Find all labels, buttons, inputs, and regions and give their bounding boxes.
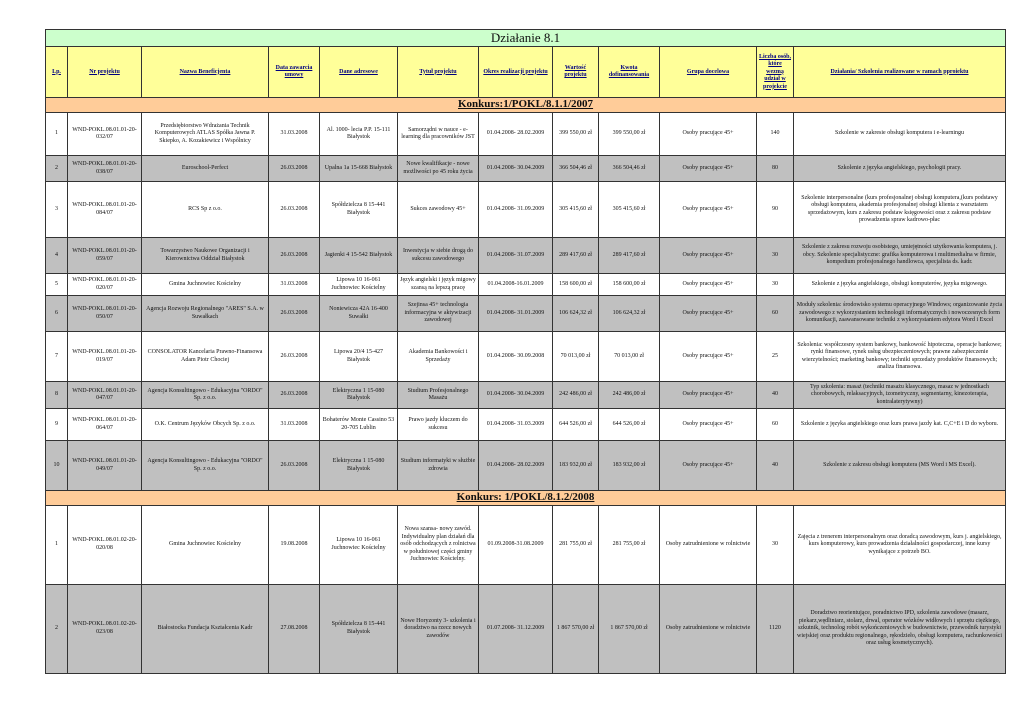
row-kwota: 644 526,00 zł — [599, 409, 660, 441]
row-beneficjent: Agencja Konsultingowo - Edukacyjna "ORDO" Sp. z o.o. — [142, 382, 269, 409]
row-dzialania: Zajęcia z trenerem interpersonalnym oraz doradcą zawodowym, kurs j. angielskiego, kurs komputerowy, kurs prowadzenia działalności gospodarczej, inne kursy wynikające z potrzeb BO. — [794, 505, 1006, 584]
row-okres: 01.04.2008- 30.04.2009 — [479, 156, 553, 182]
row-liczba-osob: 60 — [757, 296, 794, 332]
row-adres: Lipowa 10 16-061 Juchnowiec Kościelny — [320, 274, 398, 296]
row-tytul: Nowa szansa- nowy zawód. Indywidualny plan działań dla osób odchodzących z rolnictwa w południowej części gminy Juchnowiec Kościelny. — [398, 505, 479, 584]
row-grupa: Osoby pracujące 45+ — [660, 441, 757, 491]
row-okres: 01.04.2008- 31.07.2009 — [479, 238, 553, 274]
row-adres: Spółdzielcza 8 15-441 Białystok — [320, 182, 398, 238]
row-beneficjent: CONSOLATOR Kancelaria Prawno-Finansowa Adam Piotr Chociej — [142, 332, 269, 382]
header-col-tytul-projektu: Tytuł projektu — [398, 47, 479, 98]
row-lp: 4 — [46, 238, 68, 274]
table-row — [46, 584, 1006, 673]
row-data-umowy: 31.03.2008 — [269, 113, 320, 156]
row-okres: 01.04.2008- 30.04.2009 — [479, 382, 553, 409]
row-lp: 9 — [46, 409, 68, 441]
row-grupa: Osoby pracujące 45+ — [660, 296, 757, 332]
table-row — [46, 156, 1006, 182]
row-beneficjent: RCS Sp z o.o. — [142, 182, 269, 238]
row-okres: 01.04.2008- 31.03.2009 — [479, 409, 553, 441]
row-nr-projektu: WND-POKL.08.01.01-20-084/07 — [68, 182, 142, 238]
row-lp: 3 — [46, 182, 68, 238]
row-okres: 01.09.2008-31.08.2009 — [479, 505, 553, 584]
row-liczba-osob: 90 — [757, 182, 794, 238]
row-grupa: Osoby zatrudnienione w rolnictwie — [660, 584, 757, 673]
header-col-okres-realizacji: Okres realizacji projektu — [479, 47, 553, 98]
table-row — [46, 238, 1006, 274]
row-nr-projektu: WND-POKL.08.01.01-20-049/07 — [68, 441, 142, 491]
row-liczba-osob: 30 — [757, 274, 794, 296]
table-row — [46, 296, 1006, 332]
row-adres: Spółdzielcza 8 15-441 Białystok — [320, 584, 398, 673]
row-dzialania: Szkolenia: współczesny system bankowy, bankowość hipoteczna, operacje bankowe; rynki finansowe, rynek usług ubezpieczeniowych; prawne zabezpieczenie wierzytelności; marketing bankowy; techniki sprzedaży produktów finansowych; analiza finansowa. — [794, 332, 1006, 382]
row-beneficjent: Agencja Rozwoju Regionalnego "ARES" S.A. w Suwałkach — [142, 296, 269, 332]
row-adres: Noniewicza 42A 16-400 Suwałki — [320, 296, 398, 332]
header-col-nr-projektu: Nr projektu — [68, 47, 142, 98]
row-grupa: Osoby pracujące 45+ — [660, 332, 757, 382]
row-kwota: 70 013,00 zł — [599, 332, 660, 382]
row-grupa: Osoby pracujące 45+ — [660, 182, 757, 238]
table-row — [46, 182, 1006, 238]
row-nr-projektu: WND-POKL.08.01.01-20-064/07 — [68, 409, 142, 441]
row-liczba-osob: 25 — [757, 332, 794, 382]
row-wartosc: 158 600,00 zł — [553, 274, 599, 296]
row-beneficjent: Białostocka Fundacja Kształcenia Kadr — [142, 584, 269, 673]
table-row — [46, 113, 1006, 156]
row-kwota: 106 624,32 zł — [599, 296, 660, 332]
row-tytul: Inwestycja w siebie drogą do sukcesu zawodowego — [398, 238, 479, 274]
row-kwota: 183 932,00 zł — [599, 441, 660, 491]
row-liczba-osob: 60 — [757, 409, 794, 441]
row-lp: 1 — [46, 113, 68, 156]
row-data-umowy: 26.03.2008 — [269, 441, 320, 491]
row-data-umowy: 26.03.2008 — [269, 182, 320, 238]
row-kwota: 366 504,46 zł — [599, 156, 660, 182]
row-okres: 01.04.2008- 28.02.2009 — [479, 113, 553, 156]
row-kwota: 289 417,60 zł — [599, 238, 660, 274]
row-wartosc: 70 013,00 zł — [553, 332, 599, 382]
header-col-nazwa-beneficjenta: Nazwa Beneficjenta — [142, 47, 269, 98]
row-tytul: Studium informatyki w służbie zdrowia — [398, 441, 479, 491]
row-dzialania: Szkolenie z języka angielskiego oraz kurs prawa jazdy kat. C,C+E i D do wyboru. — [794, 409, 1006, 441]
row-tytul: Studium Profesjonalnego Masażu — [398, 382, 479, 409]
spreadsheet — [45, 29, 1005, 674]
row-dzialania: Szkolenie z języka angielskiego, obsługi komputerów, języka migowego. — [794, 274, 1006, 296]
row-nr-projektu: WND-POKL.08.01.01-20-020/07 — [68, 274, 142, 296]
row-dzialania: Szkolenie w zakresie obsługi komputera i e-learningu — [794, 113, 1006, 156]
row-okres: 01.04.2008- 31.01.2009 — [479, 296, 553, 332]
row-wartosc: 289 417,60 zł — [553, 238, 599, 274]
row-lp: 7 — [46, 332, 68, 382]
row-grupa: Osoby pracujące 45+ — [660, 382, 757, 409]
row-wartosc: 106 624,32 zł — [553, 296, 599, 332]
row-adres: Jagienki 4 15-542 Białystok — [320, 238, 398, 274]
section-title: Konkurs: 1/POKL/8.1.2/2008 — [46, 491, 1006, 506]
row-liczba-osob: 30 — [757, 238, 794, 274]
row-grupa: Osoby pracujące 45+ — [660, 274, 757, 296]
header-col-lp: Lp. — [46, 47, 68, 98]
row-wartosc: 399 550,00 zł — [553, 113, 599, 156]
row-kwota: 1 867 570,00 zł — [599, 584, 660, 673]
row-nr-projektu: WND-POKL.08.01.01-20-019/07 — [68, 332, 142, 382]
row-adres: Upalna 1a 15-668 Białystok — [320, 156, 398, 182]
row-data-umowy: 26.03.2008 — [269, 296, 320, 332]
row-kwota: 158 600,00 zł — [599, 274, 660, 296]
row-tytul: Samorządni w nauce - e-learning dla pracowników JST — [398, 113, 479, 156]
row-lp: 2 — [46, 584, 68, 673]
header-col-kwota-dofinansowania: Kwota dofinansowania — [599, 47, 660, 98]
row-grupa: Osoby pracujące 45+ — [660, 113, 757, 156]
row-kwota: 281 755,00 zł — [599, 505, 660, 584]
row-adres: Bohaterów Monte Cassino 53 20-705 Lublin — [320, 409, 398, 441]
table-row — [46, 274, 1006, 296]
row-grupa: Osoby pracujące 45+ — [660, 409, 757, 441]
row-data-umowy: 31.03.2008 — [269, 274, 320, 296]
row-liczba-osob: 80 — [757, 156, 794, 182]
row-lp: 2 — [46, 156, 68, 182]
row-beneficjent: Przedsiębiorstwo Wdrażania Technik Komputerowych ATLAS Spółka Jawna P. Skiepko, A. Kozakiewicz i Wspólnicy — [142, 113, 269, 156]
row-nr-projektu: WND-POKL.08.01.01-20-038/07 — [68, 156, 142, 182]
row-okres: 01.04.2008- 28.02.2009 — [479, 441, 553, 491]
row-adres: Elektryczna 1 15-080 Białystok — [320, 382, 398, 409]
row-okres: 01.04.2008- 30.09.2008 — [479, 332, 553, 382]
row-beneficjent: Gmina Juchnowiec Kościelny — [142, 274, 269, 296]
row-data-umowy: 27.08.2008 — [269, 584, 320, 673]
row-beneficjent: Euroschool-Perfect — [142, 156, 269, 182]
row-beneficjent: O.K. Centrum Języków Obcych Sp. z o.o. — [142, 409, 269, 441]
row-lp: 10 — [46, 441, 68, 491]
header-col-dane-adresowe: Dane adresowe — [320, 47, 398, 98]
row-beneficjent: Agencja Konsultingowo - Edukacyjna "ORDO" Sp. z o.o. — [142, 441, 269, 491]
row-dzialania: Typ szkolenia: masaż (techniki masażu klasycznego, masaz w jednostkach chorobowych, relaksacyjnych, izometryczny, segmentarny, kinezoterapia, kontralaterytywny) — [794, 382, 1006, 409]
row-adres: Al. 1000- lecia P.P. 15-111 Białystok — [320, 113, 398, 156]
header-col-dzialania: Działania/ Szkolenia realizowane w ramach pproiektu — [794, 47, 1006, 98]
row-tytul: Nowe Horyzonty 3- szkolenia i doradztwo na rzecz nowych zawodów — [398, 584, 479, 673]
row-dzialania: Szkolenie interpersonalne (kurs profesjonalnej obsługi komputera,(kurs podstawy obsługi komputera, akademia profesjonalnej obsługi klienta z warsztatem sprzedażowym, kurs z zakresu podstaw księgowości oraz z zakresu podstaw prowadzenia spraw kadrowo-płac — [794, 182, 1006, 238]
row-wartosc: 305 415,60 zł — [553, 182, 599, 238]
row-wartosc: 644 526,00 zł — [553, 409, 599, 441]
row-tytul: Język angielski i język migowy szansą na lepszą pracę — [398, 274, 479, 296]
row-data-umowy: 26.03.2008 — [269, 332, 320, 382]
row-lp: 1 — [46, 505, 68, 584]
row-lp: 8 — [46, 382, 68, 409]
row-kwota: 242 486,00 zł — [599, 382, 660, 409]
row-data-umowy: 26.03.2008 — [269, 382, 320, 409]
header-col-wartosc-projektu: Wartość projektu — [553, 47, 599, 98]
row-liczba-osob: 40 — [757, 441, 794, 491]
row-okres: 01.04.2008-16.01.2009 — [479, 274, 553, 296]
row-kwota: 399 550,00 zł — [599, 113, 660, 156]
row-lp: 5 — [46, 274, 68, 296]
row-tytul: Nowe kwalifikacje - nowe możliwości po 45 roku życia — [398, 156, 479, 182]
row-tytul: Szejinsa 45+ technologia informacyjna w aktywizacji zawodowej — [398, 296, 479, 332]
table-row — [46, 409, 1006, 441]
page-title: Działanie 8.1 — [46, 30, 1006, 47]
row-wartosc: 366 504,46 zł — [553, 156, 599, 182]
row-liczba-osob: 1120 — [757, 584, 794, 673]
row-grupa: Osoby pracujące 45+ — [660, 238, 757, 274]
row-dzialania: Szkolenie z zakresu obsługi komputera (MS Word i MS Excel). — [794, 441, 1006, 491]
row-okres: 01.07.2008- 31.12.2009 — [479, 584, 553, 673]
row-data-umowy: 19.08.2008 — [269, 505, 320, 584]
table-row — [46, 505, 1006, 584]
row-dzialania: Doradztwo reorientujące, poradnictwo IPD, szkolenia zawodowe (masarz, piekarz,wędliniarz, stolarz, drwal, operator wózków widłowych i sprzętu ciężkiego, szkutnik, technolog robót wykończeniowych w budownictwie, przewodnik turystyki wiejskiej oraz produktu regionalnego, rękodzieło, obsługi komputera, rachunkowości oraz usług kosmetycznych). — [794, 584, 1006, 673]
row-kwota: 305 415,60 zł — [599, 182, 660, 238]
header-col-grupa-docelowa: Grupa docelowa — [660, 47, 757, 98]
table-row — [46, 441, 1006, 491]
row-dzialania: Szkolenie z języka angielskiego, psychologii pracy. — [794, 156, 1006, 182]
row-data-umowy: 26.03.2008 — [269, 156, 320, 182]
row-tytul: Prawo jazdy kluczem do sukcesu — [398, 409, 479, 441]
row-nr-projektu: WND-POKL.08.01.01-20-032/07 — [68, 113, 142, 156]
row-grupa: Osoby pracujące 45+ — [660, 156, 757, 182]
row-adres: Lipowa 20/4 15-427 Białystok — [320, 332, 398, 382]
section-title: Konkurs:1/POKL/8.1.1/2007 — [46, 98, 1006, 113]
row-data-umowy: 26.03.2008 — [269, 238, 320, 274]
header-col-liczba-osob: Liczba osób, które wezmą udział w projekcie — [757, 47, 794, 98]
row-dzialania: Szkolenie z zakresu rozwoju osobistego, umiejętności użytkowania komputera, j. obcy. Szkolenie specjalistyczne: grafika komputerowa i multimedialna w firmie, kompedium profesjonalnego handlowca, specjalista ds. kadr. — [794, 238, 1006, 274]
row-wartosc: 1 867 570,00 zł — [553, 584, 599, 673]
table-row — [46, 382, 1006, 409]
row-nr-projektu: WND-POKL.08.01.02-20-023/08 — [68, 584, 142, 673]
row-liczba-osob: 40 — [757, 382, 794, 409]
row-liczba-osob: 140 — [757, 113, 794, 156]
projects-table — [45, 29, 1006, 674]
row-adres: Elektryczna 1 15-080 Białystok — [320, 441, 398, 491]
row-beneficjent: Towarzystwo Naukowe Organizacji i Kierownictwa Oddział Białystok — [142, 238, 269, 274]
row-nr-projektu: WND-POKL.08.01.01-20-059/07 — [68, 238, 142, 274]
row-data-umowy: 31.03.2008 — [269, 409, 320, 441]
row-wartosc: 242 486,00 zł — [553, 382, 599, 409]
row-beneficjent: Gmina Juchnowiec Kościelny — [142, 505, 269, 584]
row-wartosc: 183 932,00 zł — [553, 441, 599, 491]
table-row — [46, 332, 1006, 382]
row-grupa: Osoby zatrudnienione w rolnictwie — [660, 505, 757, 584]
row-nr-projektu: WND-POKL.08.01.02-20-020/08 — [68, 505, 142, 584]
row-lp: 6 — [46, 296, 68, 332]
row-tytul: Akademia Bankowości i Sprzedaży — [398, 332, 479, 382]
row-dzialania: Moduły szkolenia: środowisko systemu operacyjnego Windows; organizowanie życia zawodowego z wykorzystaniem technologii informatycznych i nowoczesnych form komunikacji, zaawansowane techniki z wykorzystaniem edytora Word i Excel — [794, 296, 1006, 332]
header-col-data-umowy: Data zawarcia umowy — [269, 47, 320, 98]
row-nr-projektu: WND-POKL.08.01.01-20-050/07 — [68, 296, 142, 332]
row-liczba-osob: 30 — [757, 505, 794, 584]
row-okres: 01.04.2008- 31.09.2009 — [479, 182, 553, 238]
row-tytul: Sukces zawodowy 45+ — [398, 182, 479, 238]
row-nr-projektu: WND-POKL.08.01.01-20-047/07 — [68, 382, 142, 409]
row-adres: Lipowa 10 16-061 Juchnowiec Kościelny — [320, 505, 398, 584]
row-wartosc: 281 755,00 zł — [553, 505, 599, 584]
